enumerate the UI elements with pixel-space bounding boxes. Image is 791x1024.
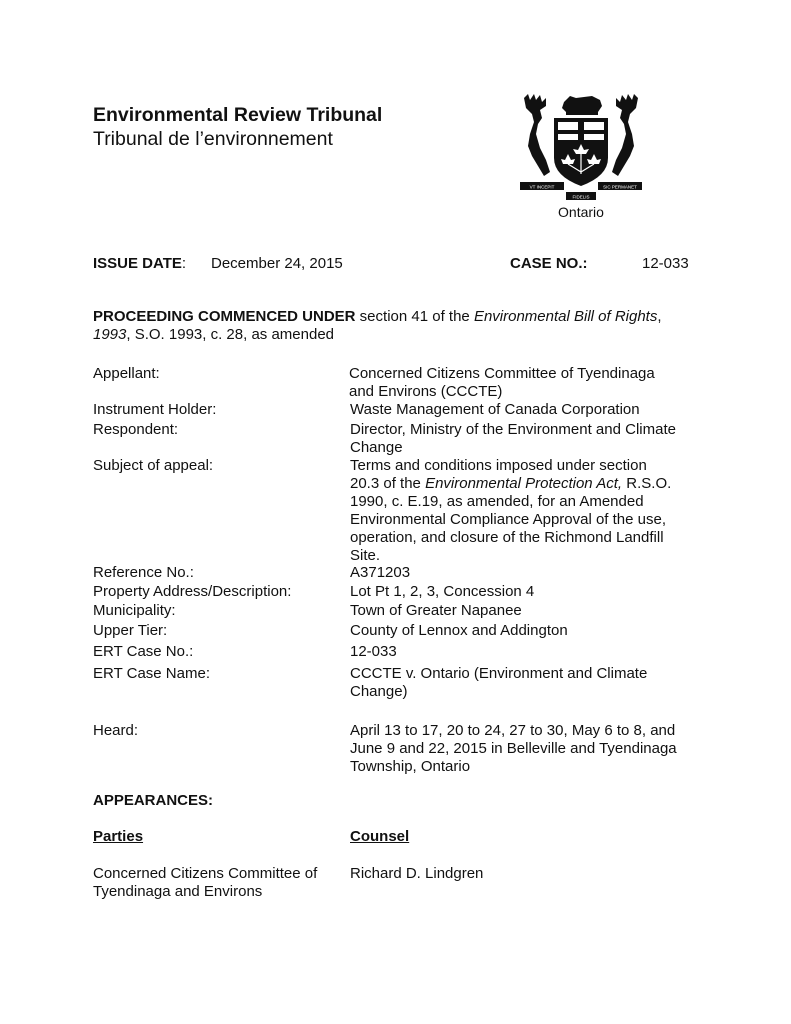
field-value bbox=[350, 665, 695, 701]
value-line: operation, and closure of the Richmond Landfill bbox=[350, 529, 664, 546]
field-label: ERT Case Name: bbox=[93, 665, 210, 682]
party-line: Concerned Citizens Committee of bbox=[93, 865, 318, 882]
field-value: A371203 bbox=[350, 564, 411, 581]
proceeding-text: section 41 of the bbox=[355, 308, 474, 325]
case-no-value: 12-033 bbox=[642, 255, 689, 272]
field-value: Town of Greater Napanee bbox=[350, 602, 522, 619]
value-line bbox=[350, 475, 695, 493]
value-line: Environmental Compliance Approval of the use, bbox=[350, 511, 667, 528]
field-label: Upper Tier: bbox=[93, 622, 168, 639]
act-year: 1993 bbox=[93, 326, 127, 343]
value-text: 20.3 of the bbox=[350, 475, 426, 492]
issue-date-colon: : bbox=[181, 255, 187, 272]
parties-header: Parties bbox=[93, 828, 144, 845]
issue-date-row bbox=[93, 255, 186, 273]
value-line: and Environs (CCCTE) bbox=[349, 383, 503, 400]
value-line: Terms and conditions imposed under section bbox=[350, 457, 647, 474]
value-line: June 9 and 22, 2015 in Belleville and Tyendinaga bbox=[350, 740, 677, 757]
act-name: Environmental Protection Act, bbox=[425, 475, 623, 492]
field-value: Waste Management of Canada Corporation bbox=[350, 401, 640, 418]
tribunal-name-french: Tribunal de l’environnement bbox=[93, 128, 333, 150]
field-label: Heard: bbox=[93, 722, 139, 739]
field-value: Lot Pt 1, 2, 3, Concession 4 bbox=[350, 583, 535, 600]
field-label: Municipality: bbox=[93, 602, 176, 619]
field-label: ERT Case No.: bbox=[93, 643, 194, 660]
issue-date-value: December 24, 2015 bbox=[211, 255, 343, 272]
value-line: Township, Ontario bbox=[350, 758, 471, 775]
logo-label: Ontario bbox=[558, 204, 604, 220]
value-text: R.S.O. bbox=[622, 475, 672, 492]
appearances-heading: APPEARANCES: bbox=[93, 792, 214, 809]
field-value: County of Lennox and Addington bbox=[350, 622, 568, 639]
value-line: April 13 to 17, 20 to 24, 27 to 30, May 6 to 8, and bbox=[350, 722, 676, 739]
field-value bbox=[350, 722, 695, 776]
field-label: Instrument Holder: bbox=[93, 401, 217, 418]
ontario-coat-of-arms-logo bbox=[516, 90, 646, 222]
field-value bbox=[349, 365, 694, 401]
field-value bbox=[350, 421, 695, 457]
field-value: 12-033 bbox=[350, 643, 397, 660]
value-line: Concerned Citizens Committee of Tyendinaga bbox=[349, 365, 655, 382]
tribunal-name-english: Environmental Review Tribunal bbox=[93, 104, 383, 126]
value-line: CCCTE v. Ontario (Environment and Climate bbox=[350, 665, 648, 682]
field-label: Property Address/Description: bbox=[93, 583, 292, 600]
field-value bbox=[350, 457, 695, 565]
party-name bbox=[93, 865, 343, 901]
party-line: Tyendinaga and Environs bbox=[93, 883, 263, 900]
proceeding-statement bbox=[93, 308, 703, 344]
motto-left: VT INCEPIT bbox=[529, 184, 555, 190]
field-label: Subject of appeal: bbox=[93, 457, 214, 474]
issue-date-label: ISSUE DATE bbox=[93, 255, 182, 272]
motto-center: FIDELIS bbox=[572, 194, 590, 200]
value-line: Change bbox=[350, 439, 403, 456]
field-label: Reference No.: bbox=[93, 564, 194, 581]
coat-of-arms-icon bbox=[516, 90, 646, 222]
motto-right: SIC PERMANET bbox=[603, 184, 637, 190]
value-line: Site. bbox=[350, 547, 381, 564]
field-label: Respondent: bbox=[93, 421, 179, 438]
proceeding-citation: , S.O. 1993, c. 28, as amended bbox=[126, 326, 335, 343]
field-label: Appellant: bbox=[93, 365, 160, 382]
value-line: Director, Ministry of the Environment and Climate bbox=[350, 421, 676, 438]
act-name: Environmental Bill of Rights bbox=[473, 308, 658, 325]
value-line: Change) bbox=[350, 683, 408, 700]
proceeding-bold: PROCEEDING COMMENCED UNDER bbox=[93, 308, 356, 325]
counsel-name: Richard D. Lindgren bbox=[350, 865, 484, 882]
counsel-header: Counsel bbox=[350, 828, 410, 845]
proceeding-comma: , bbox=[657, 308, 662, 325]
case-no-label: CASE NO.: bbox=[510, 255, 588, 272]
value-line: 1990, c. E.19, as amended, for an Amended bbox=[350, 493, 644, 510]
